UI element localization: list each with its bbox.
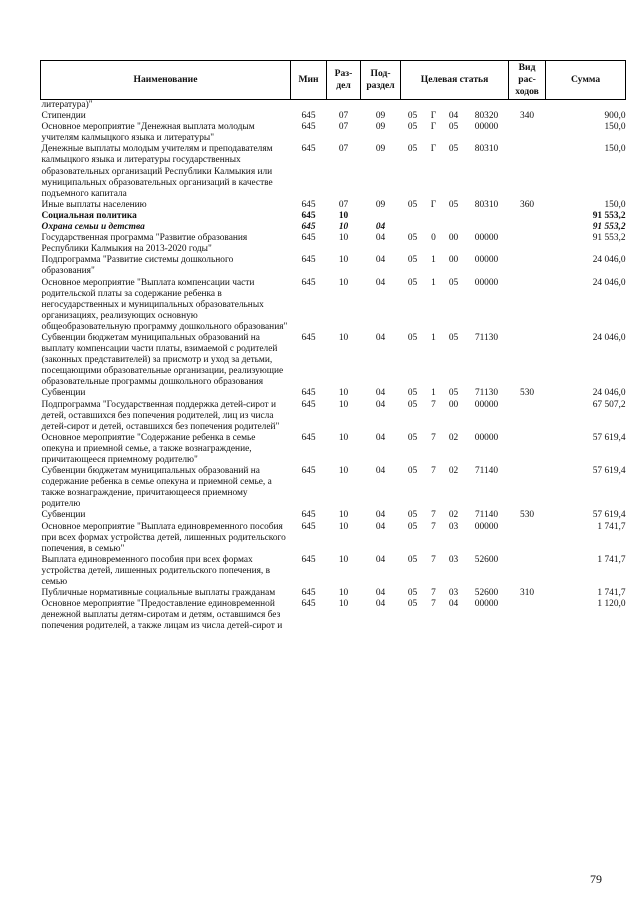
cell-cs4: 00000	[474, 255, 499, 266]
cell-cs4: 71130	[474, 388, 499, 399]
cell-min: 645	[301, 521, 316, 532]
cell-name: Основное мероприятие "Выплата единовременного пособия при всех формах устройства детей, лишенных родительского попечения, в семью"	[41, 521, 286, 554]
cell-razdel: 07	[338, 199, 349, 210]
cell-cs2: 1	[431, 388, 436, 399]
cell-summa: 57 619,4	[592, 466, 626, 477]
cell-name: Основное мероприятие "Выплата компенсации части родительской платы за содержание ребенка в негосударственных и муниципальных образовательных организациях, реализующих основную общеобразовательную программу дошкольного образования"	[41, 277, 288, 332]
cell-name: Иные выплаты населению	[41, 199, 147, 210]
cell-cs3: 02	[448, 432, 459, 443]
cell-podrazdel: 04	[375, 233, 386, 244]
cell-cs2	[425, 100, 443, 112]
cell-cs1: 05	[407, 388, 418, 399]
cell-podrazdel: 09	[375, 111, 386, 122]
cell-name: Выплата единовременного пособия при всех формах устройства детей, лишенных родительского попечения, в семью	[41, 554, 271, 588]
cell-cs3	[443, 222, 465, 233]
cell-min: 645	[301, 255, 316, 266]
cell-summa: 24 046,0	[592, 277, 626, 288]
cell-min: 645	[301, 277, 316, 288]
cell-cs3	[443, 100, 465, 112]
cell-cs2: Г	[430, 199, 437, 210]
cell-cs3: 05	[448, 332, 459, 343]
cell-cs3: 03	[448, 588, 459, 599]
cell-min: 645	[301, 466, 316, 477]
cell-razdel: 10	[338, 432, 349, 443]
cell-vid: 310	[520, 588, 535, 599]
cell-cs4: 71140	[474, 510, 499, 521]
cell-cs3: 05	[448, 277, 459, 288]
cell-cs4	[465, 211, 509, 222]
cell-name: Субвенции	[41, 510, 86, 521]
header-target: Целевая статья	[401, 61, 509, 100]
cell-cs3: 02	[448, 510, 459, 521]
cell-vid	[509, 233, 546, 255]
cell-cs1: 05	[407, 122, 418, 133]
cell-cs4	[465, 222, 509, 233]
table-row	[41, 388, 626, 399]
cell-summa	[546, 100, 626, 112]
table-row	[41, 599, 626, 632]
cell-min: 645	[301, 144, 316, 155]
cell-podrazdel	[361, 211, 401, 222]
cell-name: Социальная политика	[41, 210, 137, 221]
cell-name: литература)"	[41, 100, 93, 110]
cell-cs3: 00	[448, 233, 459, 244]
cell-cs4: 52600	[474, 588, 499, 599]
cell-vid	[509, 555, 546, 588]
cell-cs3	[443, 211, 465, 222]
cell-cs1: 05	[407, 588, 418, 599]
cell-min: 645	[301, 233, 316, 244]
cell-summa: 150,0	[604, 144, 626, 155]
cell-cs2: Г	[430, 111, 437, 122]
cell-min: 645	[301, 122, 316, 133]
cell-vid	[509, 100, 546, 112]
cell-vid: 530	[520, 388, 535, 399]
cell-summa: 57 619,4	[592, 432, 626, 443]
cell-vid	[509, 466, 546, 510]
cell-razdel: 10	[338, 588, 349, 599]
cell-name: Подпрограмма "Государственная поддержка детей-сирот и детей, оставшихся без попечения родителей, лиц из числа детей-сирот и детей, оставшихся без попечения родителей"	[41, 399, 280, 432]
cell-cs3: 05	[448, 388, 459, 399]
table-header	[41, 61, 626, 100]
cell-cs2: 7	[431, 466, 436, 477]
cell-cs2: 0	[431, 233, 436, 244]
cell-podrazdel: 04	[375, 388, 386, 399]
cell-razdel: 10	[338, 521, 349, 532]
cell-cs2: 7	[431, 554, 436, 565]
cell-cs1: 05	[407, 111, 418, 122]
cell-cs1: 05	[407, 199, 418, 210]
cell-cs2: 7	[431, 521, 436, 532]
cell-cs4: 71130	[474, 332, 499, 343]
cell-podrazdel: 04	[375, 510, 386, 521]
cell-cs4: 00000	[474, 122, 499, 133]
cell-cs3: 05	[448, 199, 459, 210]
header-razdel: Раз- дел	[327, 61, 361, 100]
cell-name: Субвенции бюджетам муниципальных образований на содержание ребенка в семье опекуна и приемной семье, а также вознаграждение, причитающееся приемному родителю	[41, 466, 272, 510]
cell-cs2: 7	[431, 510, 436, 521]
table-row	[41, 278, 626, 333]
cell-razdel: 10	[338, 277, 349, 288]
cell-podrazdel	[361, 100, 401, 112]
cell-cs2: Г	[430, 122, 437, 133]
cell-min: 645	[301, 599, 316, 610]
cell-razdel: 07	[338, 122, 349, 133]
cell-cs4: 71140	[474, 466, 499, 477]
cell-podrazdel: 04	[375, 332, 386, 343]
cell-summa: 24 046,0	[592, 255, 626, 266]
cell-podrazdel: 04	[375, 466, 386, 477]
cell-razdel: 10	[338, 599, 349, 610]
cell-vid	[509, 222, 546, 233]
cell-cs3: 00	[448, 399, 459, 410]
cell-name: Государственная программа "Развитие образования Республики Калмыкия на 2013-2020 годы"	[41, 233, 248, 255]
cell-name: Подпрограмма "Развитие системы дошкольного образования"	[41, 255, 234, 277]
cell-name: Основное мероприятие "Денежная выплата молодым учителям калмыцкого языка и литературы"	[41, 122, 255, 144]
cell-cs1: 05	[407, 521, 418, 532]
cell-cs4: 80320	[474, 111, 499, 122]
header-min: Мин	[291, 61, 327, 100]
table-row	[41, 466, 626, 510]
cell-cs4: 00000	[474, 432, 499, 443]
cell-name: Стипендии	[41, 111, 86, 122]
cell-name: Основное мероприятие "Предоставление единовременной денежной выплаты детям-сиротам и детям, оставшимся без попечения родителей, а также лицам из числа детей-сирот и	[41, 599, 283, 632]
cell-summa: 900,0	[604, 111, 626, 122]
cell-cs2: 7	[431, 399, 436, 410]
cell-cs1	[401, 222, 425, 233]
table-row	[41, 522, 626, 555]
cell-cs3: 03	[448, 554, 459, 565]
cell-summa: 150,0	[604, 122, 626, 133]
cell-razdel: 10	[338, 554, 349, 565]
cell-cs1: 05	[407, 510, 418, 521]
cell-vid: 360	[520, 199, 535, 210]
table-row	[41, 222, 626, 233]
cell-vid	[509, 211, 546, 222]
table-row	[41, 255, 626, 277]
header-name: Наименование	[41, 61, 291, 100]
cell-podrazdel: 04	[375, 588, 386, 599]
cell-min: 645	[301, 399, 316, 410]
cell-cs4	[465, 100, 509, 112]
cell-podrazdel: 09	[375, 144, 386, 155]
cell-razdel: 07	[338, 111, 349, 122]
cell-summa: 1 120,0	[597, 599, 626, 610]
cell-name: Охрана семьи и детства	[41, 222, 145, 233]
cell-summa: 24 046,0	[592, 388, 626, 399]
table-row	[41, 111, 626, 122]
cell-vid	[509, 255, 546, 277]
cell-summa: 1 741,7	[597, 521, 626, 532]
cell-summa: 24 046,0	[592, 332, 626, 343]
header-summa: Сумма	[546, 61, 626, 100]
cell-cs4: 80310	[474, 144, 499, 155]
cell-name: Субвенции	[41, 388, 86, 399]
cell-podrazdel: 04	[375, 599, 386, 610]
cell-summa: 1 741,7	[597, 588, 626, 599]
page-number: 79	[590, 872, 602, 886]
table-row	[41, 588, 626, 599]
cell-min: 645	[301, 210, 316, 221]
cell-cs2: 7	[431, 432, 436, 443]
table-row	[41, 200, 626, 211]
cell-cs4: 00000	[474, 233, 499, 244]
table-row	[41, 144, 626, 199]
cell-razdel: 07	[338, 144, 349, 155]
cell-cs3: 00	[448, 255, 459, 266]
cell-min: 645	[301, 111, 316, 122]
cell-vid	[509, 122, 546, 144]
header-vid: Вид рас- ходов	[509, 61, 546, 100]
cell-cs2: 7	[431, 599, 436, 610]
cell-podrazdel: 09	[375, 199, 386, 210]
table-row	[41, 122, 626, 144]
cell-cs1: 05	[407, 277, 418, 288]
cell-vid	[509, 522, 546, 555]
table-row	[41, 555, 626, 588]
budget-table	[40, 60, 626, 633]
cell-cs4: 52600	[474, 554, 499, 565]
cell-podrazdel: 04	[375, 399, 386, 410]
cell-min: 645	[301, 554, 316, 565]
cell-cs2: Г	[430, 144, 437, 155]
cell-razdel: 10	[338, 210, 349, 221]
cell-min: 645	[301, 432, 316, 443]
cell-vid	[509, 400, 546, 433]
cell-cs1	[401, 211, 425, 222]
cell-name: Публичные нормативные социальные выплаты гражданам	[41, 588, 276, 599]
cell-razdel: 10	[338, 466, 349, 477]
cell-cs2: 1	[431, 332, 436, 343]
cell-cs4: 00000	[474, 277, 499, 288]
cell-summa: 57 619,4	[592, 510, 626, 521]
table-row	[41, 100, 626, 112]
cell-podrazdel: 04	[375, 554, 386, 565]
cell-cs1: 05	[407, 144, 418, 155]
cell-cs3: 05	[448, 122, 459, 133]
cell-min: 645	[301, 199, 316, 210]
cell-min: 645	[301, 332, 316, 343]
cell-cs3: 03	[448, 521, 459, 532]
cell-cs2: 1	[431, 255, 436, 266]
cell-cs2	[425, 211, 443, 222]
table-row	[41, 233, 626, 255]
cell-min: 645	[301, 388, 316, 399]
cell-cs2: 7	[431, 588, 436, 599]
cell-min: 645	[301, 222, 316, 233]
cell-razdel: 10	[338, 332, 349, 343]
cell-vid	[509, 433, 546, 466]
cell-vid	[509, 599, 546, 632]
cell-razdel: 10	[338, 510, 349, 521]
cell-min	[291, 100, 327, 112]
table-row	[41, 333, 626, 388]
cell-razdel: 10	[338, 233, 349, 244]
cell-cs4: 00000	[474, 599, 499, 610]
cell-summa: 91 553,2	[592, 222, 626, 233]
cell-cs1: 05	[407, 399, 418, 410]
cell-min: 645	[301, 588, 316, 599]
cell-vid	[509, 144, 546, 199]
cell-name: Субвенции бюджетам муниципальных образований на выплату компенсации части платы, взимаемой с родителей (законных представителей) за присмотр и уход за детьми, посещающими образовательные организации, реализующие образовательные программы дошкольного образования	[41, 332, 284, 388]
cell-podrazdel: 04	[375, 432, 386, 443]
cell-razdel	[327, 100, 361, 112]
cell-cs1: 05	[407, 599, 418, 610]
cell-podrazdel: 04	[375, 277, 386, 288]
cell-summa: 150,0	[604, 199, 626, 210]
cell-cs3: 05	[448, 144, 459, 155]
cell-summa: 91 553,2	[592, 210, 626, 221]
cell-cs1: 05	[407, 255, 418, 266]
cell-podrazdel: 04	[375, 521, 386, 532]
cell-cs3: 04	[448, 111, 459, 122]
table-row	[41, 211, 626, 222]
table-body	[41, 100, 626, 633]
cell-summa: 91 553,2	[592, 233, 626, 244]
cell-cs4: 80310	[474, 199, 499, 210]
cell-cs2: 1	[431, 277, 436, 288]
cell-razdel: 10	[338, 388, 349, 399]
cell-razdel: 10	[338, 399, 349, 410]
cell-razdel: 10	[338, 222, 349, 233]
cell-summa: 1 741,7	[597, 554, 626, 565]
table-row	[41, 510, 626, 521]
cell-cs1: 05	[407, 432, 418, 443]
cell-cs1: 05	[407, 233, 418, 244]
cell-min: 645	[301, 510, 316, 521]
cell-cs4: 00000	[474, 521, 499, 532]
cell-cs1: 05	[407, 554, 418, 565]
table-row	[41, 433, 626, 466]
cell-cs2	[425, 222, 443, 233]
cell-cs1: 05	[407, 466, 418, 477]
cell-vid: 530	[520, 510, 535, 521]
cell-cs1	[401, 100, 425, 112]
cell-cs4: 00000	[474, 399, 499, 410]
cell-cs3: 04	[448, 599, 459, 610]
cell-name: Денежные выплаты молодым учителям и преподавателям калмыцкого языка и литературы государственных образовательных организаций Республики Калмыкия или муниципальных образовательных организаций в качестве подъемного капитала	[41, 144, 273, 199]
table-row	[41, 400, 626, 433]
cell-vid	[509, 278, 546, 333]
cell-podrazdel: 04	[375, 255, 386, 266]
cell-summa: 67 507,2	[592, 399, 626, 410]
cell-vid: 340	[520, 111, 535, 122]
cell-podrazdel: 09	[375, 122, 386, 133]
cell-name: Основное мероприятие "Содержание ребенка в семье опекуна и приемной семье, а также вознаграждение, причитающееся приемному родителю"	[41, 432, 256, 465]
cell-vid	[509, 333, 546, 388]
header-podrazdel: Под- раздел	[361, 61, 401, 100]
cell-razdel: 10	[338, 255, 349, 266]
cell-cs3: 02	[448, 466, 459, 477]
cell-podrazdel: 04	[375, 222, 386, 233]
cell-cs1: 05	[407, 332, 418, 343]
